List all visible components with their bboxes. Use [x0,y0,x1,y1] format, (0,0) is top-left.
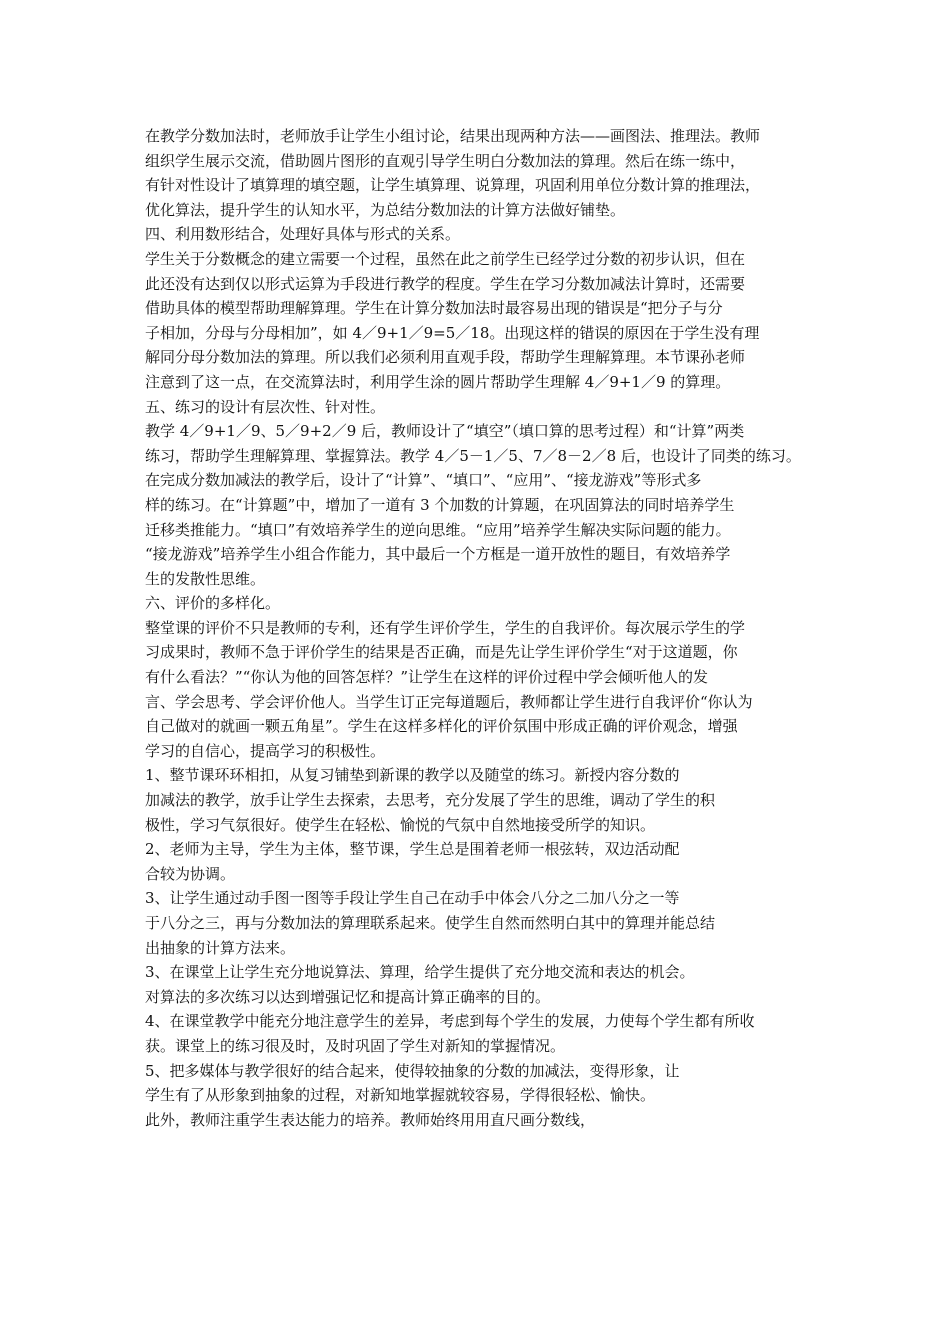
text-line: 出抽象的计算方法来。 [145,938,296,957]
text-line: 五、练习的设计有层次性、针对性。 [145,397,386,416]
text-line: 于八分之三，再与分数加法的算理联系起来。使学生自然而然明白其中的算理并能总结 [145,914,716,932]
text-line: 教学 4／9+1／9、5／9+2／9 后，教师设计了“填空”（填口算的思考过程）和“计算”两类 [145,422,745,441]
text-line: 言、学会思考、学会评价他人。当学生订正完每道题后，教师都让学生进行自我评价“你认为 [145,692,753,711]
text-line: 学习的自信心，提高学习的积极性。 [145,741,386,760]
text-line: 整堂课的评价不只是教师的专利，还有学生评价学生，学生的自我评价。每次展示学生的学 [145,618,746,637]
text-line: 1、整节课环环相扣，从复习铺垫到新课的教学以及随堂的练习。新授内容分数的 [145,766,680,785]
text-line: 获。课堂上的练习很及时，及时巩固了学生对新知的掌握情况。 [145,1036,566,1055]
text-line: 四、利用数形结合，处理好具体与形式的关系。 [145,225,461,244]
text-line: 自己做对的就画一颗五角星”。学生在这样多样化的评价氛围中形成正确的评价观念，增强 [145,717,738,736]
text-line: 对算法的多次练习以达到增强记忆和提高计算正确率的目的。 [145,987,551,1006]
text-line: 组织学生展示交流，借助圆片图形的直观引导学生明白分数加法的算理。然后在练一练中， [145,151,746,170]
text-line: 2、老师为主导，学生为主体，整节课，学生总是围着老师一根弦转，双边活动配 [145,840,680,859]
text-line: 习成果时，教师不急于评价学生的结果是否正确，而是先让学生评价学生“对于这道题，你 [145,643,738,662]
text-line: 借助具体的模型帮助理解算理。学生在计算分数加法时最容易出现的错误是“把分子与分 [145,299,723,318]
text-line: 生的发散性思维。 [145,569,266,588]
text-line: 合较为协调。 [145,864,236,883]
text-line: 极性，学习气氛很好。使学生在轻松、愉悦的气氛中自然地接受所学的知识。 [145,815,656,834]
text-line: “接龙游戏”培养学生小组合作能力，其中最后一个方框是一道开放性的题目，有效培养学 [145,545,731,564]
text-line: 加减法的教学，放手让学生去探索，去思考，充分发展了学生的思维，调动了学生的积 [145,791,716,810]
text-line: 优化算法，提升学生的认知水平，为总结分数加法的计算方法做好铺垫。 [145,200,626,219]
text-line: 学生有了从形象到抽象的过程，对新知地掌握就较容易，学得很轻松、愉快。 [145,1086,656,1105]
text-line: 样的练习。在“计算题”中，增加了一道有 3 个加数的计算题，在巩固算法的同时培养学生 [145,495,735,514]
text-line: 学生关于分数概念的建立需要一个过程，虽然在此之前学生已经学过分数的初步认识，但在 [145,249,746,268]
text-line: 3、让学生通过动手图一图等手段让学生自己在动手中体会八分之二加八分之一等 [145,889,680,908]
text-line: 此外，教师注重学生表达能力的培养。教师始终用用直尺画分数线， [145,1110,596,1129]
text-line: 注意到了这一点，在交流算法时，利用学生涂的圆片帮助学生理解 4／9+1／9 的算理。 [145,372,731,391]
text-line: 5、把多媒体与教学很好的结合起来，使得较抽象的分数的加减法，变得形象，让 [145,1061,680,1080]
text-line: 有针对性设计了填算理的填空题，让学生填算理、说算理，巩固利用单位分数计算的推理法， [145,176,761,195]
text-line: 有什么看法？”“你认为他的回答怎样？”让学生在这样的评价过程中学会倾听他人的发 [145,668,709,687]
text-line: 六、评价的多样化。 [145,594,281,613]
text-line: 4、在课堂教学中能充分地注意学生的差异，考虑到每个学生的发展，力使每个学生都有所收 [145,1012,755,1031]
document-body [145,124,825,1132]
text-line: 此还没有达到仅以形式运算为手段进行教学的程度。学生在学习分数加减法计算时，还需要 [145,274,746,293]
text-line: 3、在课堂上让学生充分地说算法、算理，给学生提供了充分地交流和表达的机会。 [145,963,695,982]
text-line: 在教学分数加法时，老师放手让学生小组讨论，结果出现两种方法——画图法、推理法。教师 [145,127,761,145]
text-line: 子相加，分母与分母相加”，如 4／9+1／9=5／18。出现这样的错误的原因在于学生没有理 [145,323,760,342]
text-line: 解同分母分数加法的算理。所以我们必须利用直观手段，帮助学生理解算理。本节课孙老师 [145,348,746,367]
text-line: 练习，帮助学生理解算理、掌握算法。教学 4／5－1／5、7／8－2／8 后，也设计了同类的练习。 [145,446,801,465]
text-line: 迁移类推能力。“填口”有效培养学生的逆向思维。“应用”培养学生解决实际问题的能力。 [145,520,731,539]
text-line: 在完成分数加减法的教学后，设计了“计算”、“填口”、“应用”、“接龙游戏”等形式多 [145,471,702,490]
